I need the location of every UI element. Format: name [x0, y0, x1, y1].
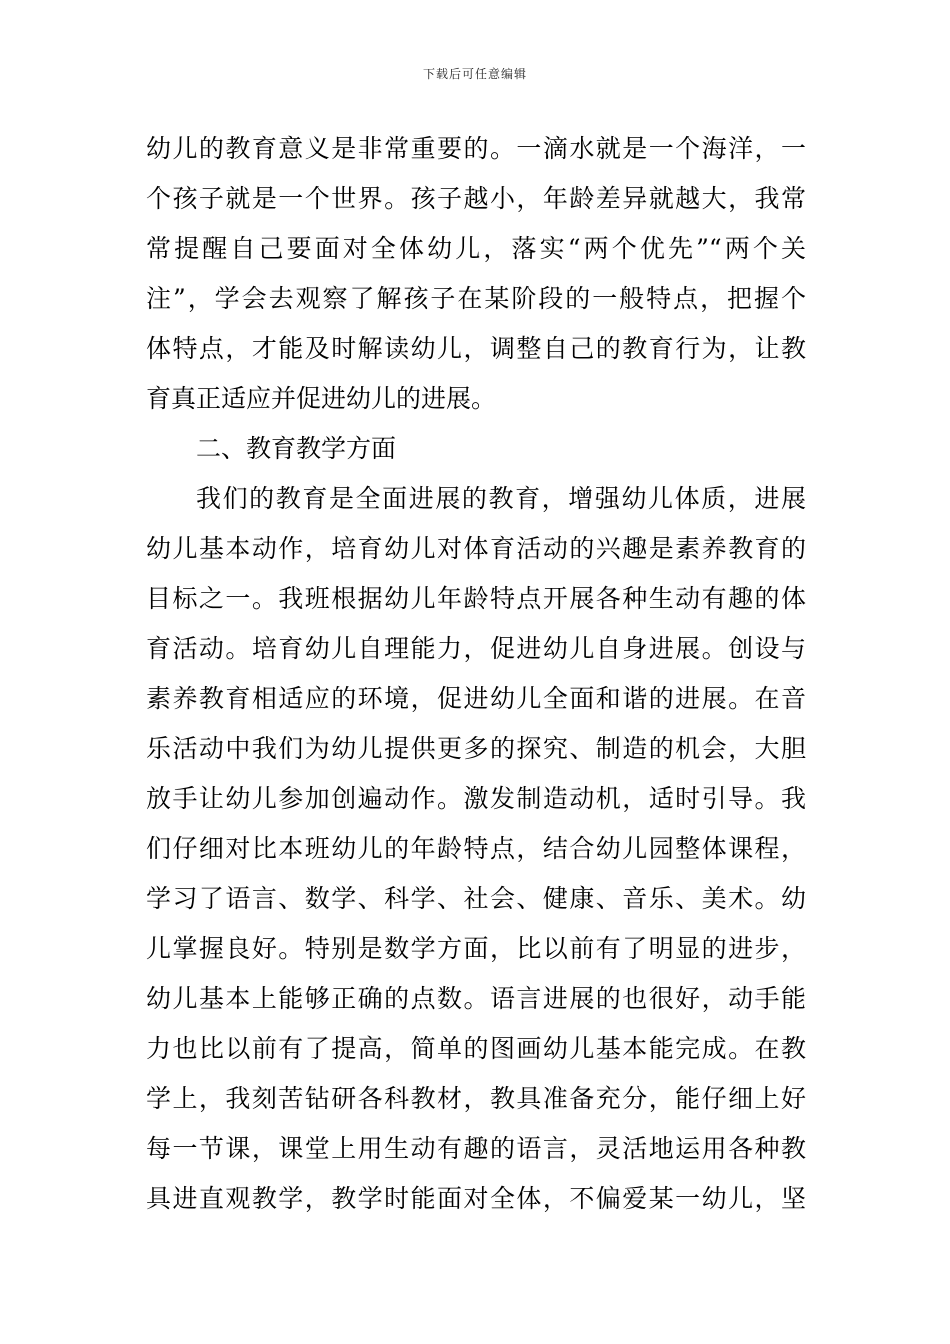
text-line: 常提醒自己要面对全体幼儿，落实“两个优先”“两个关 — [146, 234, 806, 263]
text-line: 学习了语言、数学、科学、社会、健康、音乐、美术。幼 — [146, 884, 806, 913]
text-line: 素养教育相适应的环境，促进幼儿全面和谐的进展。在音 — [146, 684, 806, 713]
text-line: 幼儿的教育意义是非常重要的。一滴水就是一个海洋，一 — [146, 134, 806, 163]
text-line: 每一节课，课堂上用生动有趣的语言，灵活地运用各种教 — [146, 1134, 806, 1163]
text-line: 学上，我刻苦钻研各科教材，教具准备充分，能仔细上好 — [146, 1084, 806, 1113]
text-line: 我们的教育是全面进展的教育，增强幼儿体质，进展 — [196, 484, 806, 513]
text-line: 乐活动中我们为幼儿提供更多的探究、制造的机会，大胆 — [146, 734, 806, 763]
section-heading-block — [146, 424, 806, 474]
text-line: 具进直观教学，教学时能面对全体，不偏爱某一幼儿，坚 — [146, 1184, 806, 1213]
header-note: 下载后可任意编辑 — [422, 67, 527, 81]
text-line: 个孩子就是一个世界。孩子越小，年龄差异就越大，我常 — [146, 184, 806, 213]
text-line: 育活动。培育幼儿自理能力，促进幼儿自身进展。创设与 — [146, 634, 806, 663]
paragraph-1 — [146, 124, 806, 424]
text-line: 注”，学会去观察了解孩子在某阶段的一般特点，把握个 — [146, 284, 806, 313]
text-line: 幼儿基本动作，培育幼儿对体育活动的兴趣是素养教育的 — [146, 534, 806, 563]
text-line: 幼儿基本上能够正确的点数。语言进展的也很好，动手能 — [146, 984, 806, 1013]
text-line: 儿掌握良好。特别是数学方面，比以前有了明显的进步， — [146, 934, 806, 963]
text-line: 力也比以前有了提高，简单的图画幼儿基本能完成。在教 — [146, 1034, 806, 1063]
text-line: 目标之一。我班根据幼儿年龄特点开展各种生动有趣的体 — [146, 584, 806, 613]
paragraph-2 — [146, 474, 806, 1224]
text-line: 放手让幼儿参加创遍动作。激发制造动机，适时引导。我 — [146, 784, 806, 813]
text-line: 们仔细对比本班幼儿的年龄特点，结合幼儿园整体课程， — [146, 834, 806, 863]
text-line: 育真正适应并促进幼儿的进展。 — [146, 384, 497, 413]
text-line: 体特点，才能及时解读幼儿，调整自己的教育行为，让教 — [146, 334, 806, 363]
section-heading: 二、教育教学方面 — [196, 434, 397, 463]
